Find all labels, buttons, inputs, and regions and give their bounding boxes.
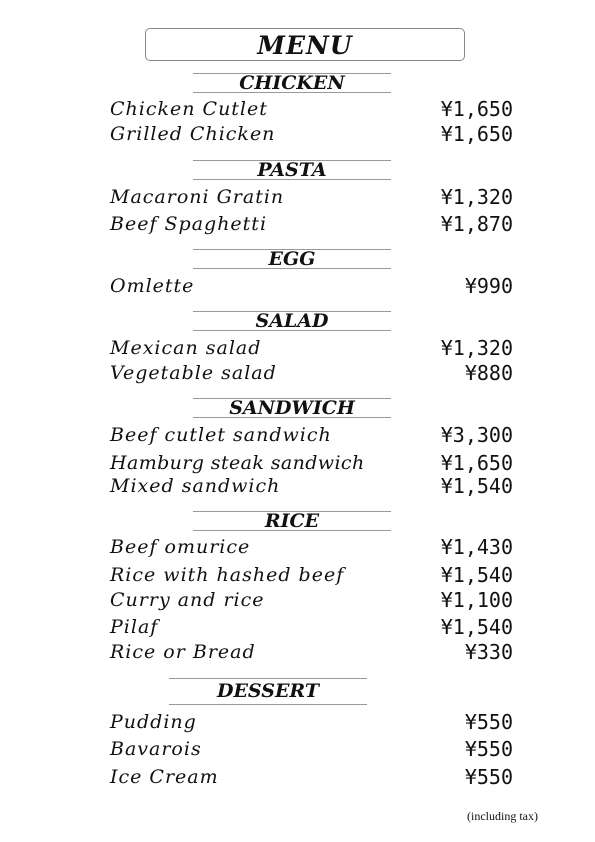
menu-item-price: ¥550 bbox=[464, 737, 513, 761]
section-heading-chicken: CHICKEN bbox=[193, 73, 391, 93]
tax-note: (including tax) bbox=[467, 809, 538, 823]
menu-item-name: Omlette bbox=[110, 275, 195, 297]
menu-title: MENU bbox=[145, 28, 465, 61]
section-heading-egg: EGG bbox=[193, 249, 391, 269]
menu-item-name: Rice with hashed beef bbox=[110, 564, 345, 586]
menu-item-name: Macaroni Gratin bbox=[110, 186, 285, 208]
menu-item-price: ¥1,100 bbox=[440, 588, 513, 612]
menu-item-price: ¥3,300 bbox=[440, 423, 513, 447]
menu-item-price: ¥990 bbox=[464, 274, 513, 298]
menu-item-price: ¥880 bbox=[464, 361, 513, 385]
section-heading-sandwich: SANDWICH bbox=[193, 398, 391, 418]
menu-item-price: ¥1,320 bbox=[440, 336, 513, 360]
menu-item-name: Mixed sandwich bbox=[110, 475, 281, 497]
menu-item-name: Mexican salad bbox=[110, 337, 262, 359]
section-heading-dessert: DESSERT bbox=[169, 678, 367, 705]
menu-item-price: ¥1,540 bbox=[440, 563, 513, 587]
menu-item-price: ¥550 bbox=[464, 765, 513, 789]
menu-item-name: Chicken Cutlet bbox=[110, 98, 268, 120]
menu-item-name: Pudding bbox=[110, 711, 197, 733]
menu-item-name: Beef omurice bbox=[110, 536, 251, 558]
section-heading-salad: SALAD bbox=[193, 311, 391, 331]
menu-item-name: Rice or Bread bbox=[110, 641, 256, 663]
menu-item-price: ¥1,870 bbox=[440, 212, 513, 236]
menu-item-name: Beef cutlet sandwich bbox=[110, 424, 332, 446]
menu-item-price: ¥1,430 bbox=[440, 535, 513, 559]
menu-item-name: Bavarois bbox=[110, 738, 202, 760]
menu-item-name: Grilled Chicken bbox=[110, 123, 276, 145]
section-heading-pasta: PASTA bbox=[193, 160, 391, 180]
menu-item-price: ¥550 bbox=[464, 710, 513, 734]
menu-item-price: ¥1,650 bbox=[440, 122, 513, 146]
menu-item-name: Vegetable salad bbox=[110, 362, 277, 384]
menu-item-price: ¥1,650 bbox=[440, 451, 513, 475]
menu-item-name: Pilaf bbox=[110, 616, 159, 638]
menu-item-price: ¥1,540 bbox=[440, 615, 513, 639]
menu-item-price: ¥330 bbox=[464, 640, 513, 664]
menu-item-price: ¥1,650 bbox=[440, 97, 513, 121]
menu-item-price: ¥1,540 bbox=[440, 474, 513, 498]
menu-item-name: Curry and rice bbox=[110, 589, 265, 611]
menu-item-name: Ice Cream bbox=[110, 766, 219, 788]
menu-item-price: ¥1,320 bbox=[440, 185, 513, 209]
menu-item-name: Hamburg steak sandwich bbox=[110, 452, 365, 474]
section-heading-rice: RICE bbox=[193, 511, 391, 531]
menu-item-name: Beef Spaghetti bbox=[110, 213, 268, 235]
